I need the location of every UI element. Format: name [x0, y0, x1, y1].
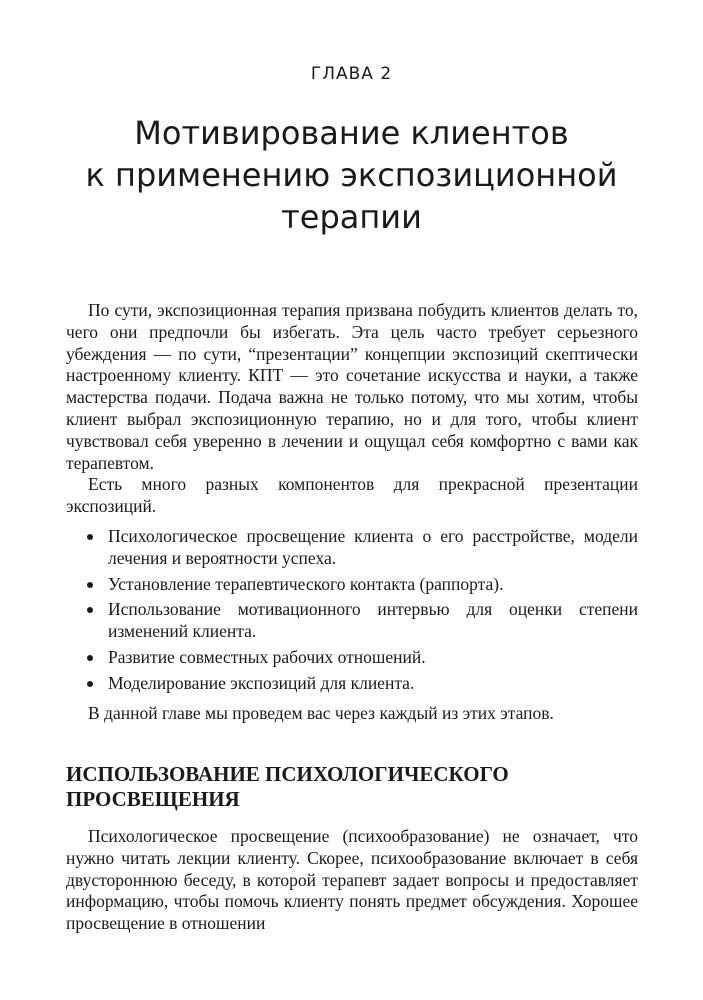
list-item-text: Психологическое просвещение клиента о его расстройстве, модели лечения и вероятности успеха. — [108, 525, 638, 568]
bullet-icon — [87, 607, 93, 613]
bullet-icon — [87, 655, 93, 661]
section-heading-line: ПРОСВЕЩЕНИЯ — [66, 787, 240, 811]
list-item — [66, 574, 638, 596]
bullet-icon — [87, 582, 93, 588]
section-heading-line: ИСПОЛЬЗОВАНИЕ ПСИХОЛОГИЧЕСКОГО — [66, 762, 509, 786]
list-item-text: Установление терапевтического контакта (раппорта). — [108, 573, 504, 594]
list-item — [66, 526, 638, 570]
section-heading — [66, 762, 638, 812]
section-body — [66, 826, 638, 935]
bullet-icon — [87, 681, 93, 687]
list-item — [66, 647, 638, 669]
intro-section — [66, 300, 638, 724]
list-item-text: Развитие совместных рабочих отношений. — [108, 646, 426, 667]
chapter-title — [40, 112, 663, 238]
intro-paragraph: По сути, экспозиционная терапия призвана побудить клиентов делать то, чего они предпочли бы избегать. Эта цель часто требует серьезного убеждения — по сути, “презентации” концепции экспозиций скептически настроенному клиенту. КПТ — это сочетание искусства и науки, а также мастерства подачи. Подача важна не только потому, что мы хотим, чтобы клиент выбрал экспозиционную терапию, но и для того, чтобы клиент чувствовал себя уверенно в лечении и ощущал себя комфортно с вами как терапевтом. — [66, 300, 638, 473]
bullet-icon — [87, 534, 93, 540]
list-item — [66, 599, 638, 643]
list-item-text: Использование мотивационного интервью для оценки степени изменений клиента. — [108, 599, 638, 642]
list-item — [66, 673, 638, 695]
chapter-title-line: терапии — [281, 198, 422, 236]
chapter-label: ГЛАВА 2 — [310, 64, 393, 84]
list-item-text: Моделирование экспозиций для клиента. — [108, 672, 415, 693]
closing-paragraph: В данной главе мы проведем вас через каждый из этих этапов. — [88, 702, 554, 723]
component-list — [66, 526, 638, 695]
intro-paragraph: Есть много разных компонентов для прекрасной презентации экспозиций. — [66, 474, 638, 517]
chapter-title-line: к применению экспозиционной — [85, 156, 618, 194]
section-paragraph: Психологическое просвещение (психообразование) не означает, что нужно читать лекции клиенту. Скорее, психообразование включает в себя двустороннюю беседу, в которой терапевт задает вопросы и предоставляет информацию, чтобы помочь клиенту понять предмет обсуждения. Хорошее просвещение в отношении — [66, 826, 638, 934]
chapter-title-line: Мотивирование клиентов — [134, 114, 569, 152]
